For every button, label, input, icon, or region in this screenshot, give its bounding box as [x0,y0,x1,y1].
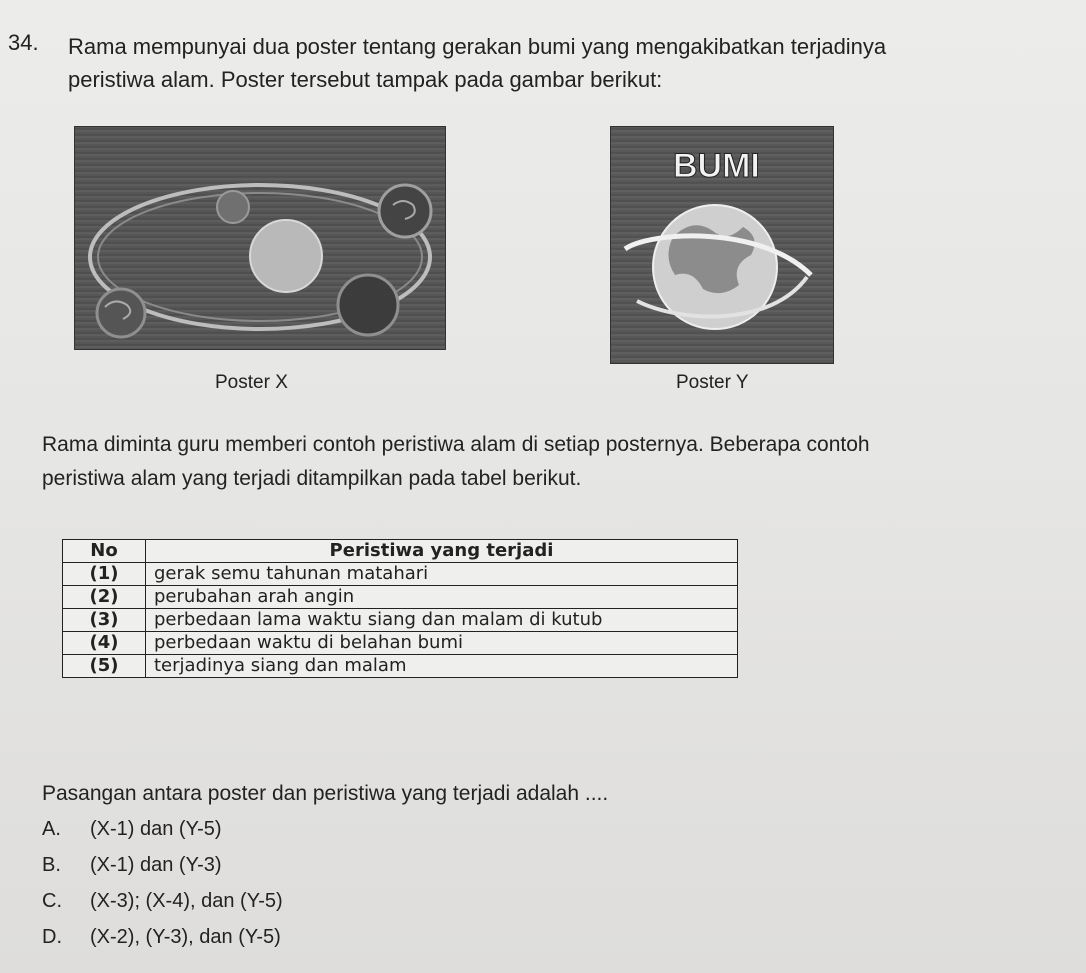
option-a[interactable] [42,818,222,841]
poster-y-image [610,126,834,364]
table-header-no: No [63,540,146,563]
table-header-event: Peristiwa yang terjadi [146,540,738,563]
question-line-1: Rama mempunyai dua poster tentang gerakan bumi yang mengakibatkan terjadinya [68,34,887,59]
table-row [63,563,738,586]
table-cell-no: (4) [63,632,146,655]
intro-line-1: Rama diminta guru memberi contoh peristiwa alam di setiap posternya. Beberapa contoh [42,433,870,456]
option-d[interactable] [42,926,281,949]
poster-x-caption: Poster X [215,372,288,393]
question-line-2: peristiwa alam. Poster tersebut tampak pada gambar berikut: [68,67,663,92]
option-letter: A. [42,818,61,840]
sun-icon [250,220,322,292]
table-cell-event: terjadinya siang dan malam [146,655,738,678]
table-cell-event: perbedaan lama waktu siang dan malam di kutub [146,609,738,632]
option-letter: C. [42,890,62,912]
earth-icon [217,191,249,223]
table-cell-event: perbedaan waktu di belahan bumi [146,632,738,655]
option-text: (X-1) dan (Y-5) [90,818,222,840]
table-row [63,632,738,655]
option-text: (X-2), (Y-3), dan (Y-5) [90,926,281,948]
poster-y-caption: Poster Y [676,372,749,393]
earth-icon [338,275,398,335]
question-prompt: Pasangan antara poster dan peristiwa yang terjadi adalah .... [42,782,609,805]
question-number: 34. [8,30,39,55]
option-text: (X-1) dan (Y-3) [90,854,222,876]
table-header-row [63,540,738,563]
table-cell-event: gerak semu tahunan matahari [146,563,738,586]
option-letter: D. [42,926,62,948]
table-row [63,586,738,609]
table-cell-no: (5) [63,655,146,678]
table-row [63,609,738,632]
option-letter: B. [42,854,61,876]
option-c[interactable] [42,890,283,913]
earth-icon [379,185,431,237]
option-b[interactable] [42,854,222,877]
question-text [68,30,1078,96]
events-table [62,539,738,678]
table-cell-event: perubahan arah angin [146,586,738,609]
intro-text [42,428,1082,496]
table-cell-no: (2) [63,586,146,609]
earth-orbit-illustration [75,127,445,349]
poster-y-title: BUMI [673,147,760,185]
poster-x-image [74,126,446,350]
earth-rotation-illustration [611,127,833,363]
intro-line-2: peristiwa alam yang terjadi ditampilkan pada tabel berikut. [42,467,582,490]
earth-icon [97,289,145,337]
table-cell-no: (3) [63,609,146,632]
table-cell-no: (1) [63,563,146,586]
option-text: (X-3); (X-4), dan (Y-5) [90,890,283,912]
table-row [63,655,738,678]
